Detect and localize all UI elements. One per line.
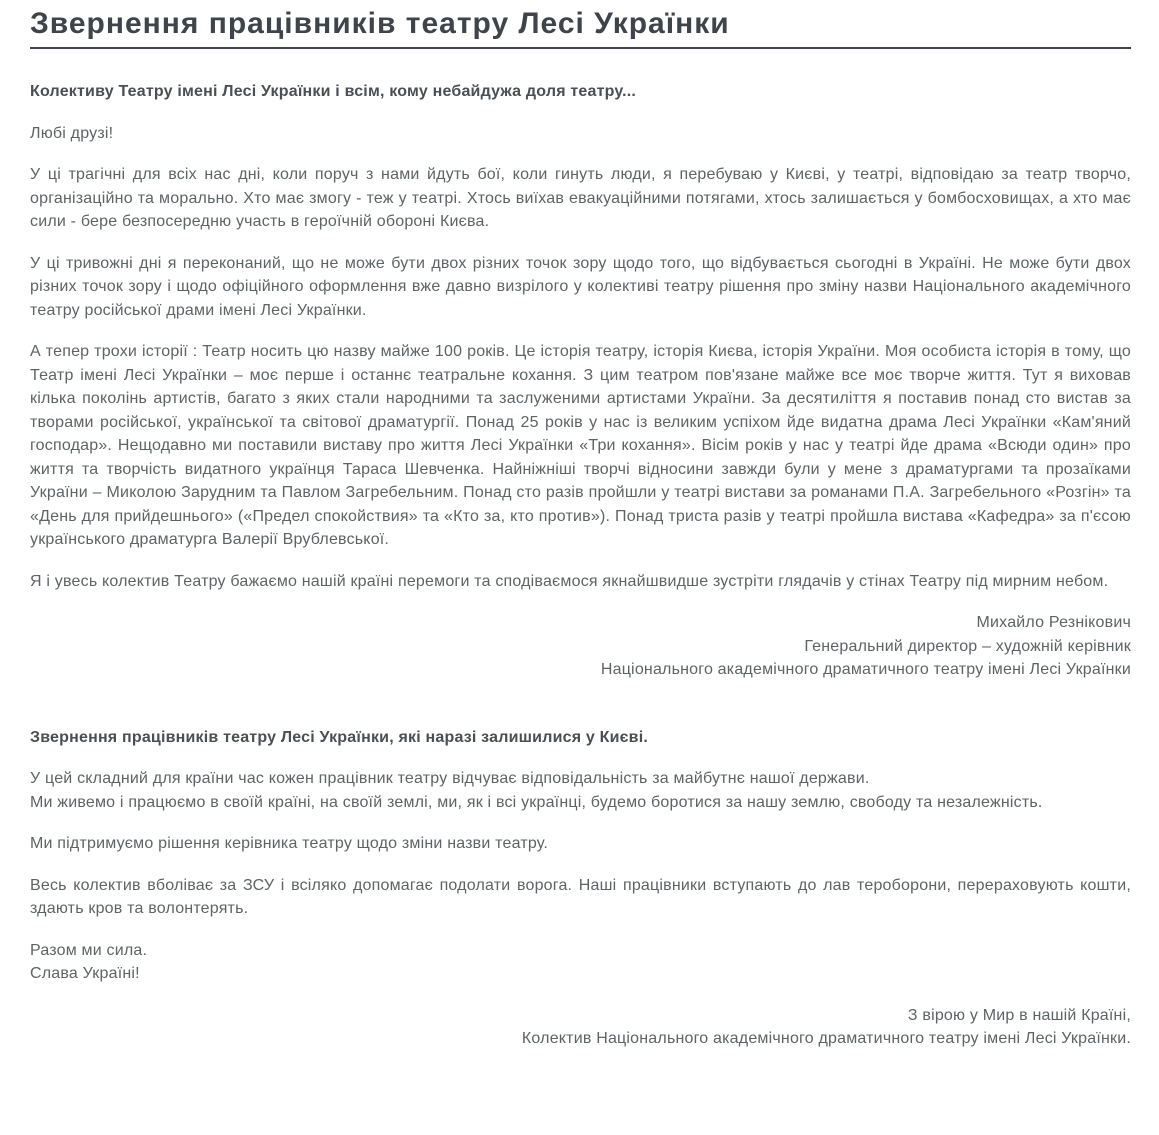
staff-slogan <box>30 939 1131 986</box>
letter-greeting: Любі друзі! <box>30 124 114 142</box>
slogan-line-2: Слава Україні! <box>30 965 140 982</box>
page-title: Звернення працівників театру Лесі Українки <box>30 7 730 40</box>
responsibility-line-1: У цей складний для країни час кожен працівник театру відчуває відповідальність за майбутнє нашої держави. <box>30 770 870 787</box>
director-signature <box>30 611 1131 682</box>
signature-organization: Національного академічного драматичного театру імені Лесі Українки <box>600 661 1131 678</box>
staff-paragraph-zsu: Весь колектив вболіває за ЗСУ і всіляко допомагає подолати ворога. Наші працівники вступають до лав тероборони, перераховують кошти, здають кров та волонтерять. <box>30 876 1131 917</box>
letter-paragraph-1: У ці трагічні для всіх нас дні, коли поруч з нами йдуть бої, коли гинуть люди, я перебуваю у Києві, у театрі, відповідаю за театр творчо, організаційно та морально. Хто має змогу - теж у театрі. Хтось виїхав евакуаційними потягами, хтось залишається у бомбосховищах, а хто має сили - бере безпосередню участь в героїчній обороні Києва. <box>30 166 1131 230</box>
signature-name: Михайло Резнікович <box>976 614 1131 631</box>
letter-paragraph-3: А тепер трохи історії : Театр носить цю назву майже 100 років. Це історія театру, історія Києва, історія України. Моя особиста історія в тому, що Театр імені Лесі Українки – моє перше і останнє театральне кохання. З цим театром пов'язане майже все моє творче життя. Тут я виховав кілька поколінь артистів, багато з яких стали народними та заслуженими артистами України. За десятиліття я поставив понад сто вистав за творами російської, української та світової драматургії. Понад 25 років у нас із великим успіхом йде видатна драма Лесі Українки «Кам'яний господар». Нещодавно ми поставили виставу про життя Лесі Українки «Три кохання». Вісім років у нас у театрі йде драма «Всюди один» про життя та творчість видатного українця Тараса Шевченка. Найніжніші творчі відносини завжди були у мене з драматургами та прозаїками України – Миколою Зарудним та Павлом Загребельним. Понад сто разів пройшли у театрі вистави за романами П.А. Загребельного «Розгін» та «День для прийдешнього» («Предел спокойствия» та «Кто за, кто против»). Понад триста разів у театрі пройшла вистава «Кафедра» за п'єсою українського драматурга Валерії Врублевської. <box>30 343 1131 548</box>
director-letter <box>30 80 1131 682</box>
staff-signature-line-1: З вірою у Мир в нашій Країні, <box>907 1006 1131 1024</box>
staff-statement <box>30 726 1131 1051</box>
article-content <box>30 49 1131 1051</box>
slogan-line-1: Разом ми сила. <box>30 941 148 959</box>
staff-signature <box>30 1004 1131 1051</box>
staff-signature-line-2: Колектив Національного академічного драматичного театру імені Лесі Українки. <box>521 1030 1131 1047</box>
staff-statement-heading: Звернення працівників театру Лесі Українки, які наразі залишилися у Києві. <box>30 728 648 746</box>
letter-paragraph-4: Я і увесь колектив Театру бажаємо нашій країні перемоги та сподіваємося якнайшвидше зустріти глядачів у стінах Театру під мирним небом. <box>30 572 1109 590</box>
letter-salutation: Колективу Театру імені Лесі Українки і всім, кому небайдужа доля театру... <box>30 83 637 100</box>
signature-role: Генеральний директор – художній керівник <box>804 637 1131 655</box>
staff-paragraph-responsibility <box>30 767 1131 814</box>
letter-paragraph-2: У ці тривожні дні я переконаний, що не може бути двох різних точок зору щодо того, що відбувається сьогодні в Україні. Не може бути двох різних точок зору і щодо офіційного оформлення вже давно визрілого у колективі театру рішення про зміну назви Національного академічного театру російської драми імені Лесі Українки. <box>30 254 1131 319</box>
staff-paragraph-support: Ми підтримуємо рішення керівника театру щодо зміни назви театру. <box>30 835 549 852</box>
article-header <box>30 4 1131 49</box>
responsibility-line-2: Ми живемо і працюємо в своїй країні, на своїй землі, ми, як і всі українці, будемо боротися за нашу землю, свободу та незалежність. <box>30 793 1043 811</box>
